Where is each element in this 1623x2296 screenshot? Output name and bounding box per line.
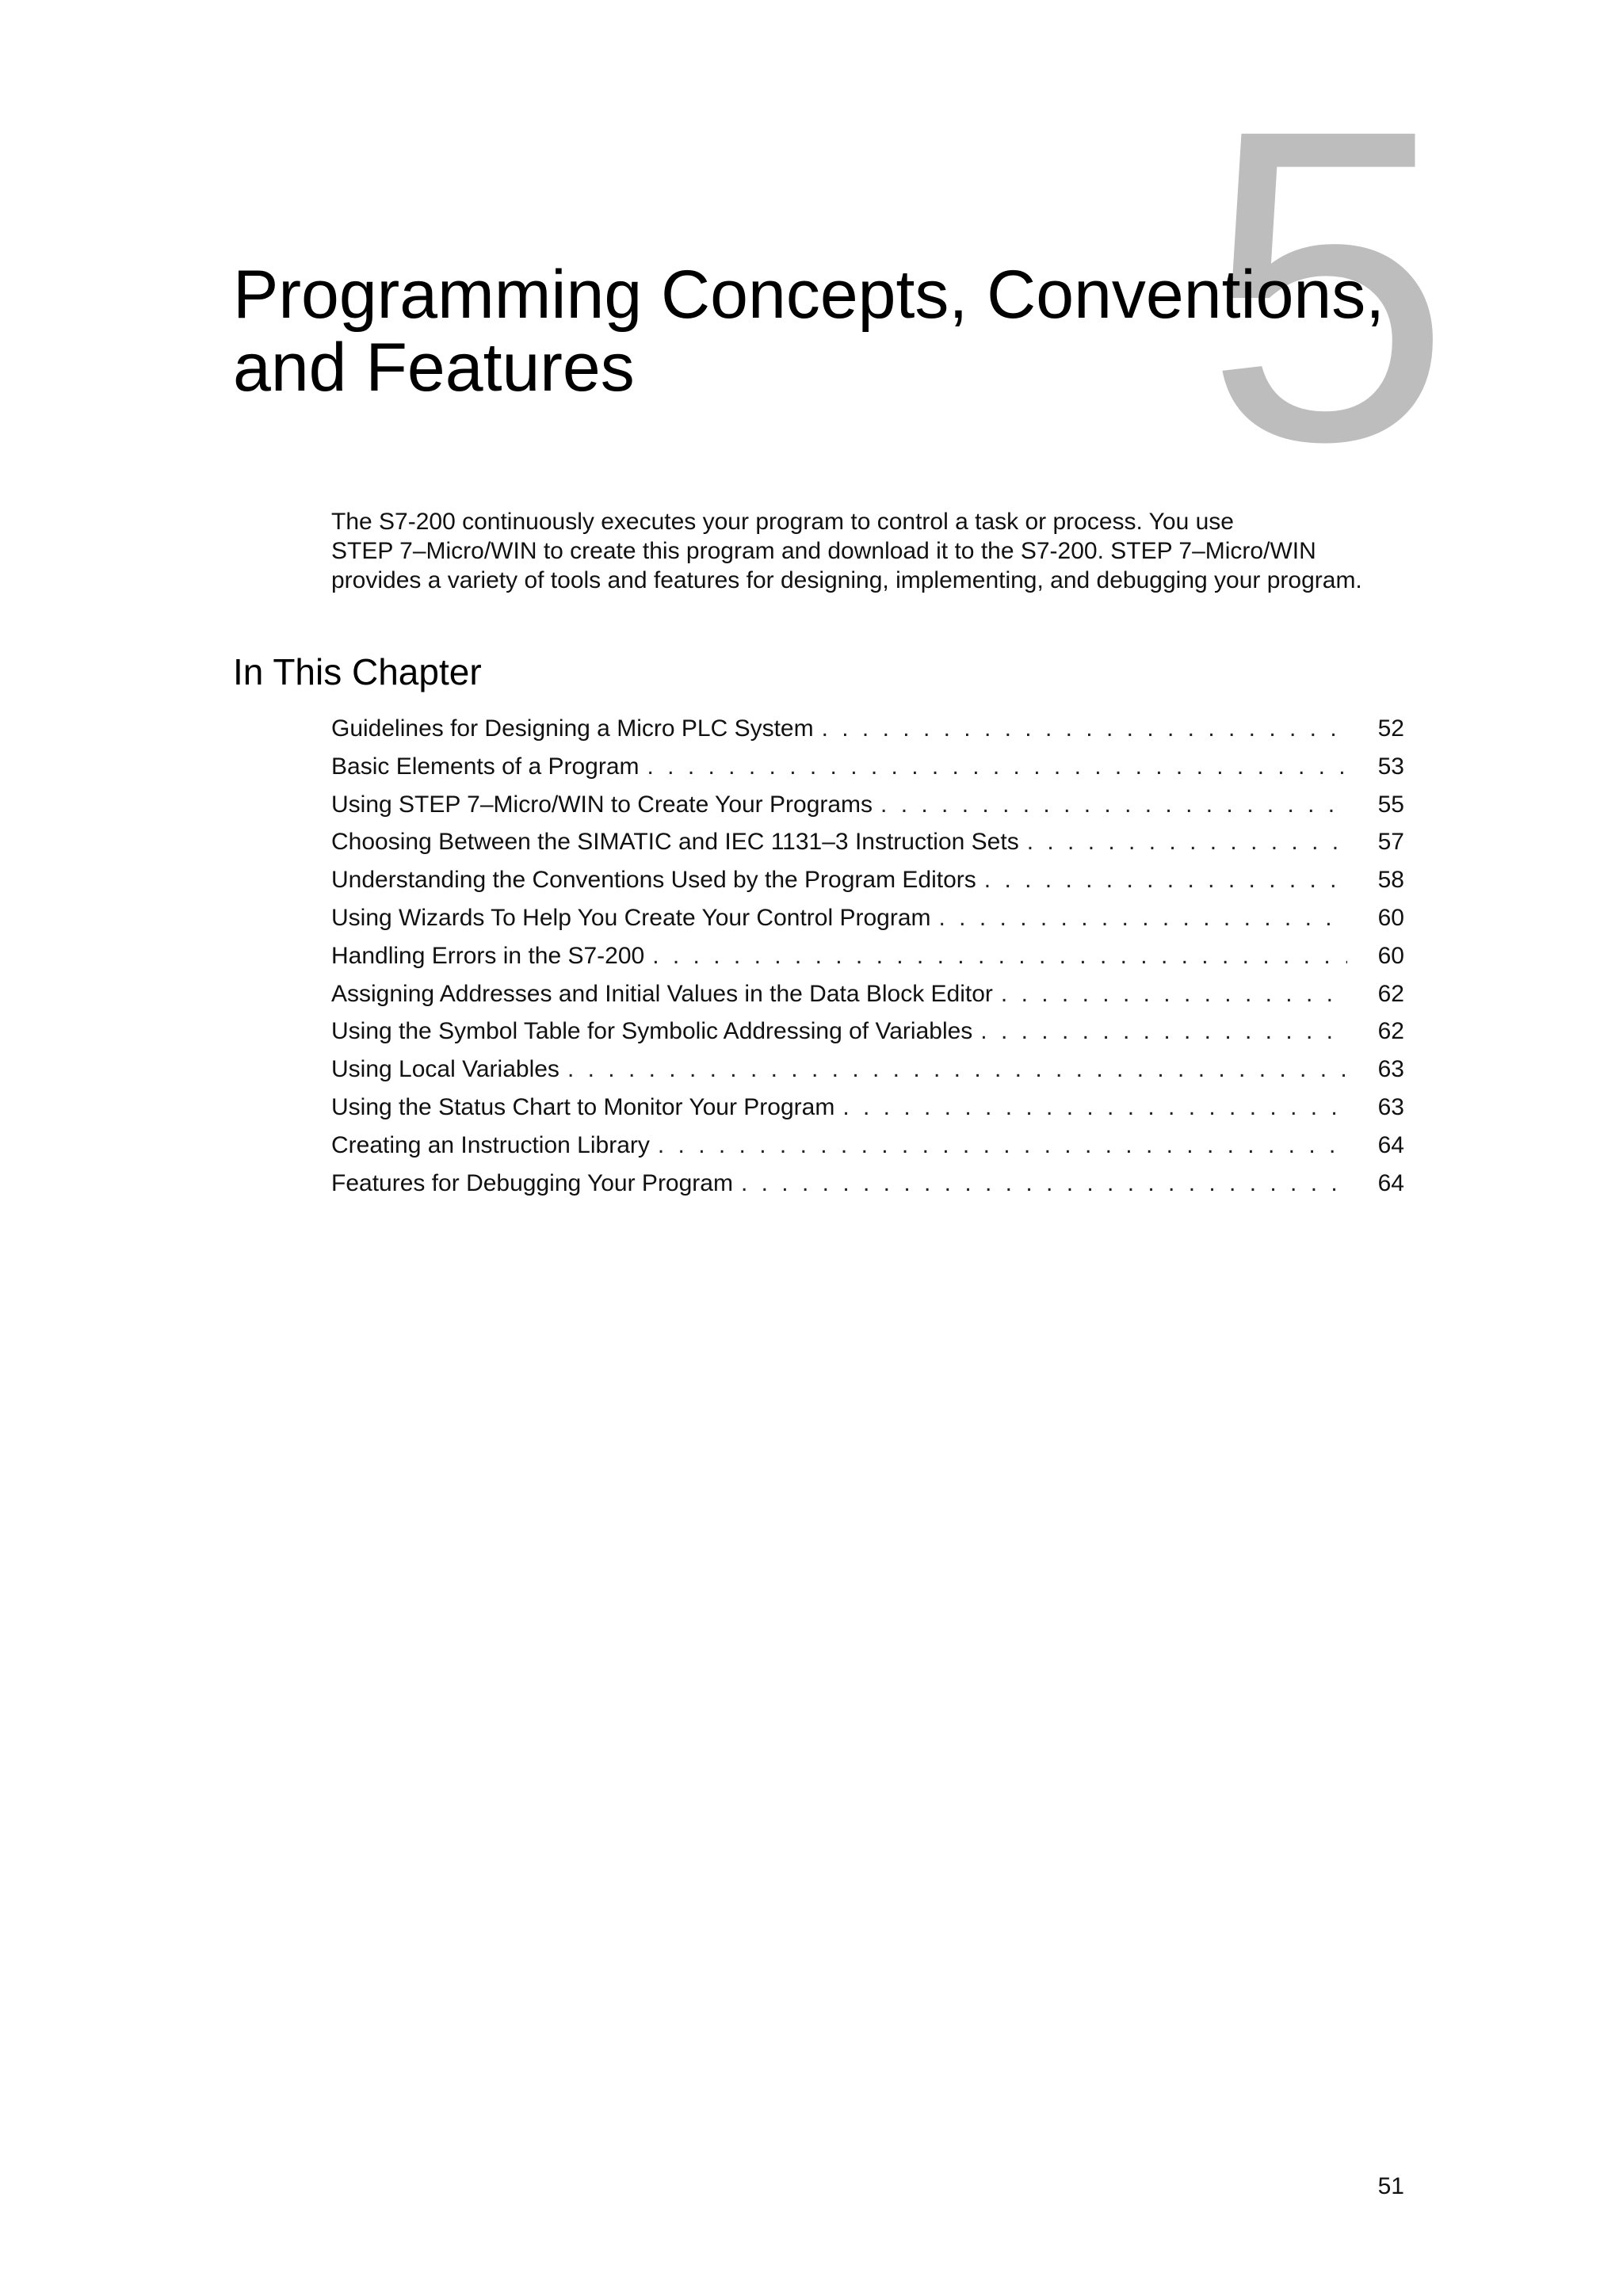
- toc-entry[interactable]: [331, 1017, 1404, 1055]
- intro-paragraph: [331, 507, 1409, 595]
- page-number: 51: [1377, 2173, 1404, 2199]
- intro-line: The S7-200 continuously executes your program to control a task or process. You use: [331, 509, 1234, 535]
- toc-entry-page: 64: [1377, 1169, 1404, 1196]
- toc-entry-page: 62: [1377, 980, 1404, 1007]
- toc-entry[interactable]: [331, 904, 1404, 942]
- toc-dot-leader: [658, 1131, 1347, 1160]
- toc-entry-page: 60: [1377, 942, 1404, 969]
- toc-dot-leader: [984, 866, 1347, 894]
- toc-entry[interactable]: [331, 1093, 1404, 1131]
- toc-entry[interactable]: [331, 828, 1404, 866]
- toc-entry[interactable]: [331, 980, 1404, 1018]
- toc-dot-leader: [647, 753, 1348, 781]
- toc-entry-label: Assigning Addresses and Initial Values in the Data Block Editor: [331, 980, 993, 1007]
- intro-line: STEP 7–Micro/WIN to create this program and download it to the S7-200. STEP 7–Micro/WIN: [331, 538, 1316, 564]
- toc-entry-label: Using the Status Chart to Monitor Your Program: [331, 1093, 835, 1120]
- toc-dot-leader: [842, 1093, 1347, 1122]
- toc-entry-label: Using STEP 7–Micro/WIN to Create Your Programs: [331, 791, 873, 818]
- toc-entry[interactable]: [331, 791, 1404, 829]
- chapter-title: [233, 258, 1422, 404]
- intro-line: provides a variety of tools and features for designing, implementing, and debugging your program.: [331, 567, 1362, 593]
- toc-dot-leader: [1001, 980, 1347, 1009]
- toc-entry[interactable]: [331, 942, 1404, 980]
- toc-dot-leader: [567, 1055, 1347, 1084]
- toc-entry-label: Using the Symbol Table for Symbolic Addressing of Variables: [331, 1018, 973, 1045]
- toc-entry-page: 63: [1377, 1093, 1404, 1120]
- toc-dot-leader: [880, 791, 1347, 819]
- toc-entry-page: 55: [1377, 791, 1404, 818]
- toc-entry-page: 52: [1377, 715, 1404, 742]
- toc-dot-leader: [939, 904, 1347, 933]
- chapter-number: 5: [1205, 37, 1444, 533]
- toc-entry-label: Features for Debugging Your Program: [331, 1169, 733, 1196]
- toc-entry[interactable]: [331, 1169, 1404, 1207]
- toc-entry-page: 60: [1377, 904, 1404, 931]
- toc-dot-leader: [980, 1017, 1347, 1046]
- chapter-title-line: and Features: [233, 330, 635, 406]
- toc-entry-label: Understanding the Conventions Used by the Program Editors: [331, 867, 976, 894]
- toc-entry[interactable]: [331, 753, 1404, 791]
- toc-dot-leader: [741, 1169, 1347, 1198]
- toc-entry-page: 62: [1377, 1018, 1404, 1045]
- toc-entry-label: Guidelines for Designing a Micro PLC System: [331, 715, 814, 742]
- toc-entry-page: 53: [1377, 753, 1404, 780]
- toc-entry-label: Basic Elements of a Program: [331, 753, 640, 780]
- toc-entry-label: Using Wizards To Help You Create Your Control Program: [331, 904, 931, 931]
- toc-entry-page: 58: [1377, 867, 1404, 894]
- chapter-title-line: Programming Concepts, Conventions,: [233, 257, 1385, 333]
- toc-dot-leader: [652, 942, 1347, 971]
- toc-dot-leader: [822, 715, 1347, 743]
- section-heading: In This Chapter: [233, 651, 482, 692]
- toc-entry-page: 57: [1377, 829, 1404, 856]
- toc-entry[interactable]: [331, 715, 1404, 753]
- toc-entry-label: Choosing Between the SIMATIC and IEC 1131–3 Instruction Sets: [331, 829, 1019, 856]
- toc-entry[interactable]: [331, 1055, 1404, 1093]
- toc-entry[interactable]: [331, 866, 1404, 904]
- toc-dot-leader: [1027, 828, 1347, 856]
- toc-entry-label: Handling Errors in the S7-200: [331, 942, 645, 969]
- table-of-contents: [331, 715, 1404, 1207]
- toc-entry-page: 64: [1377, 1131, 1404, 1158]
- toc-entry-label: Using Local Variables: [331, 1056, 559, 1083]
- toc-entry-label: Creating an Instruction Library: [331, 1131, 650, 1158]
- toc-entry[interactable]: [331, 1131, 1404, 1169]
- toc-entry-page: 63: [1377, 1056, 1404, 1083]
